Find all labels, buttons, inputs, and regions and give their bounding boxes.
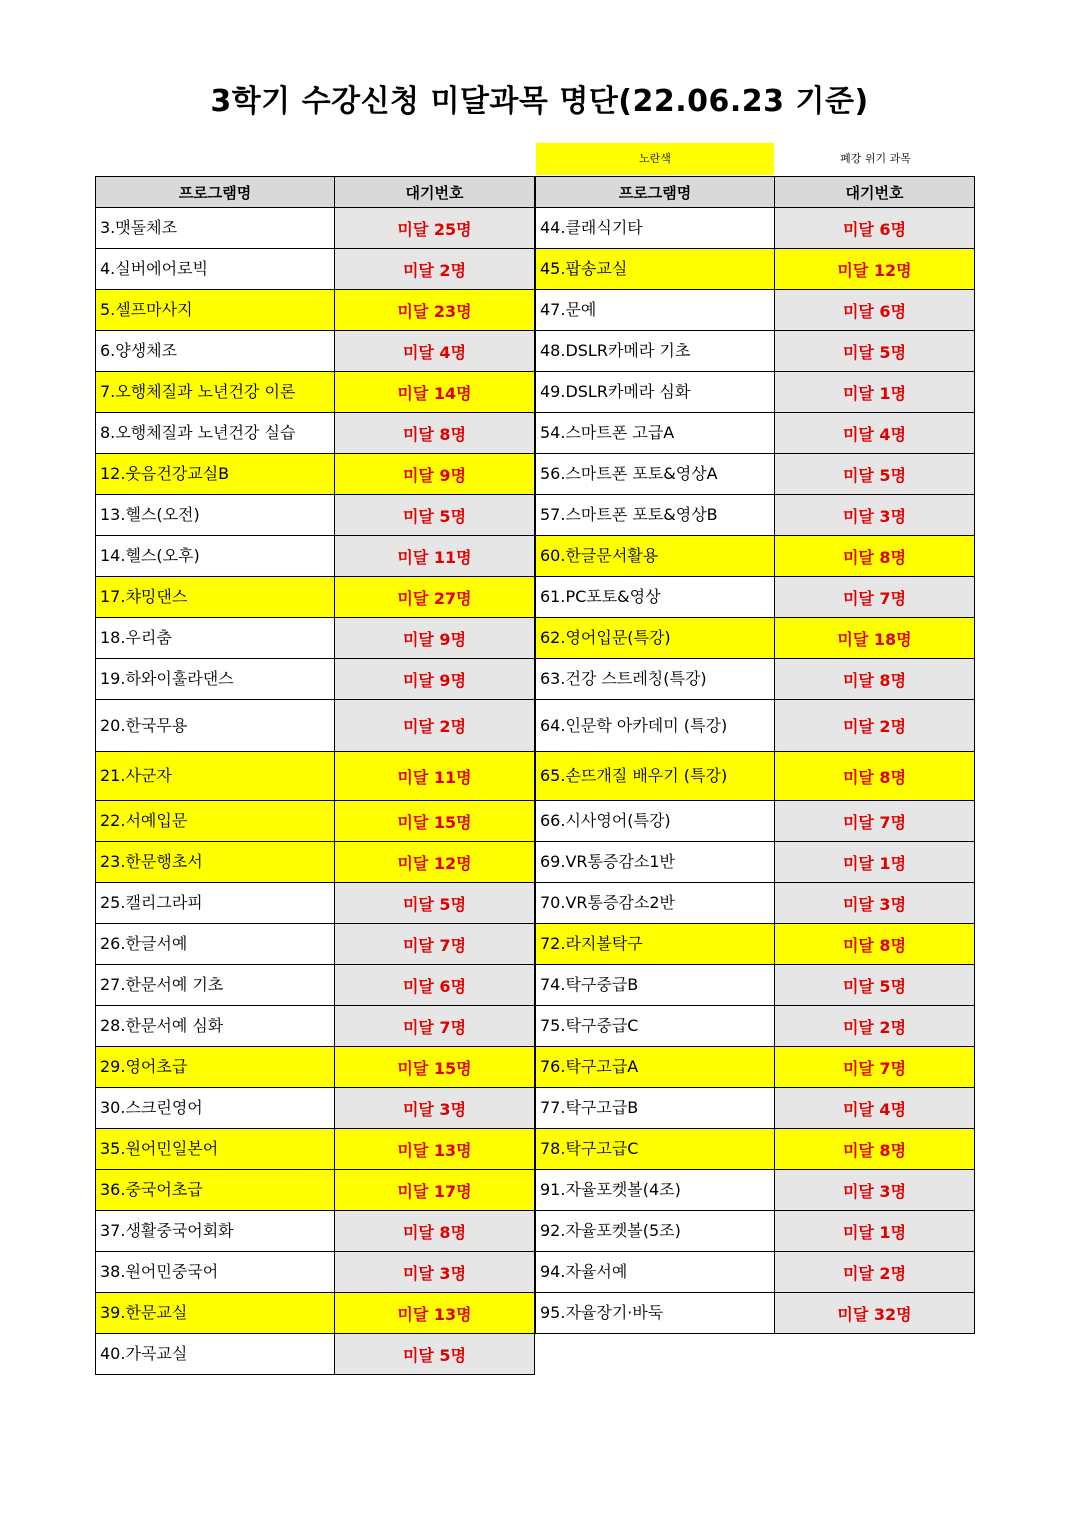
wait-count: 미달 3명 <box>335 1252 535 1293</box>
program-name: 57.스마트폰 포토&영상B <box>536 495 775 536</box>
program-name: 95.자율장기·바둑 <box>536 1293 775 1334</box>
table-row <box>536 1293 975 1334</box>
program-name: 12.웃음건강교실B <box>96 454 335 495</box>
wait-count: 미달 9명 <box>335 618 535 659</box>
program-name: 74.탁구중급B <box>536 965 775 1006</box>
wait-count: 미달 23명 <box>335 290 535 331</box>
program-column-header: 프로그램명 <box>96 177 335 208</box>
program-name: 8.오행체질과 노년건강 실습 <box>96 413 335 454</box>
table-row <box>96 752 535 801</box>
wait-count: 미달 8명 <box>335 413 535 454</box>
program-name: 38.원어민중국어 <box>96 1252 335 1293</box>
table-row <box>96 413 535 454</box>
program-name: 18.우리춤 <box>96 618 335 659</box>
table-row <box>536 618 975 659</box>
table-row <box>96 1293 535 1334</box>
program-name: 17.챠밍댄스 <box>96 577 335 618</box>
program-name: 77.탁구고급B <box>536 1088 775 1129</box>
program-name: 64.인문학 아카데미 (특강) <box>536 700 775 752</box>
wait-count: 미달 13명 <box>335 1293 535 1334</box>
table-row <box>96 1088 535 1129</box>
wait-count: 미달 2명 <box>335 700 535 752</box>
wait-count: 미달 13명 <box>335 1129 535 1170</box>
wait-count: 미달 5명 <box>775 965 975 1006</box>
table-row <box>536 1088 975 1129</box>
legend-meaning: 폐강 위기 과목 <box>840 152 911 165</box>
table-row <box>96 1334 535 1375</box>
wait-count: 미달 5명 <box>335 495 535 536</box>
wait-count: 미달 3명 <box>335 1088 535 1129</box>
wait-count: 미달 7명 <box>775 801 975 842</box>
table-row <box>96 1211 535 1252</box>
wait-count: 미달 25명 <box>335 208 535 249</box>
wait-count: 미달 7명 <box>775 577 975 618</box>
table-row <box>536 883 975 924</box>
program-name: 60.한글문서활용 <box>536 536 775 577</box>
wait-count: 미달 2명 <box>775 700 975 752</box>
wait-count: 미달 6명 <box>335 965 535 1006</box>
wait-count: 미달 18명 <box>775 618 975 659</box>
program-name: 36.중국어초급 <box>96 1170 335 1211</box>
program-name: 92.자율포켓볼(5조) <box>536 1211 775 1252</box>
table-row <box>96 801 535 842</box>
wait-count: 미달 7명 <box>335 924 535 965</box>
program-name: 23.한문행초서 <box>96 842 335 883</box>
table-row <box>536 454 975 495</box>
program-name: 75.탁구중급C <box>536 1006 775 1047</box>
program-name: 45.팝송교실 <box>536 249 775 290</box>
wait-count: 미달 2명 <box>335 249 535 290</box>
wait-count: 미달 15명 <box>335 801 535 842</box>
table-row <box>536 1252 975 1293</box>
table-row <box>536 536 975 577</box>
program-name: 91.자율포켓볼(4조) <box>536 1170 775 1211</box>
wait-count: 미달 2명 <box>775 1252 975 1293</box>
table-row <box>96 331 535 372</box>
table-row <box>536 1211 975 1252</box>
table-row <box>96 577 535 618</box>
program-name: 54.스마트폰 고급A <box>536 413 775 454</box>
table-row <box>536 965 975 1006</box>
table-row <box>96 842 535 883</box>
table-row <box>536 1006 975 1047</box>
wait-count: 미달 7명 <box>775 1047 975 1088</box>
program-name: 20.한국무용 <box>96 700 335 752</box>
table-row <box>536 331 975 372</box>
wait-count: 미달 5명 <box>775 331 975 372</box>
table-row <box>96 659 535 700</box>
wait-count: 미달 11명 <box>335 536 535 577</box>
program-name: 19.하와이훌라댄스 <box>96 659 335 700</box>
wait-count: 미달 27명 <box>335 577 535 618</box>
wait-count: 미달 1명 <box>775 1211 975 1252</box>
wait-count: 미달 5명 <box>775 454 975 495</box>
program-name: 78.탁구고급C <box>536 1129 775 1170</box>
table-row <box>96 700 535 752</box>
table-row <box>96 1047 535 1088</box>
program-name: 61.PC포토&영상 <box>536 577 775 618</box>
wait-count: 미달 8명 <box>775 1129 975 1170</box>
wait-count: 미달 9명 <box>335 659 535 700</box>
table-row <box>96 372 535 413</box>
program-name: 63.건강 스트레칭(특강) <box>536 659 775 700</box>
table-row <box>536 752 975 801</box>
table-row <box>96 290 535 331</box>
wait-count: 미달 15명 <box>335 1047 535 1088</box>
program-name: 5.셀프마사지 <box>96 290 335 331</box>
wait-count: 미달 4명 <box>335 331 535 372</box>
table-row <box>96 965 535 1006</box>
wait-count: 미달 8명 <box>775 752 975 801</box>
table-row <box>96 495 535 536</box>
program-name: 26.한글서예 <box>96 924 335 965</box>
program-name: 27.한문서예 기초 <box>96 965 335 1006</box>
program-name: 72.라지볼탁구 <box>536 924 775 965</box>
header-row <box>536 177 975 208</box>
program-column-header: 프로그램명 <box>536 177 775 208</box>
table-row <box>536 659 975 700</box>
wait-count: 미달 6명 <box>775 290 975 331</box>
program-name: 62.영어입문(특강) <box>536 618 775 659</box>
wait-column-header: 대기번호 <box>775 177 975 208</box>
wait-count: 미달 3명 <box>775 883 975 924</box>
table-row <box>96 924 535 965</box>
page-title: 3학기 수강신청 미달과목 명단(22.06.23 기준) <box>210 84 869 119</box>
program-name: 48.DSLR카메라 기초 <box>536 331 775 372</box>
table-row <box>536 700 975 752</box>
program-name: 30.스크린영어 <box>96 1088 335 1129</box>
program-name: 70.VR통증감소2반 <box>536 883 775 924</box>
table-row <box>536 577 975 618</box>
wait-column-header: 대기번호 <box>335 177 535 208</box>
program-name: 29.영어초급 <box>96 1047 335 1088</box>
wait-count: 미달 14명 <box>335 372 535 413</box>
table-row <box>536 801 975 842</box>
table-row <box>536 249 975 290</box>
program-name: 37.생활중국어회화 <box>96 1211 335 1252</box>
right-table <box>535 176 975 1334</box>
table-row <box>96 454 535 495</box>
wait-count: 미달 8명 <box>775 536 975 577</box>
table-row <box>536 1047 975 1088</box>
wait-count: 미달 5명 <box>335 883 535 924</box>
wait-count: 미달 9명 <box>335 454 535 495</box>
wait-count: 미달 32명 <box>775 1293 975 1334</box>
wait-count: 미달 4명 <box>775 413 975 454</box>
left-table <box>95 176 535 1375</box>
program-name: 28.한문서예 심화 <box>96 1006 335 1047</box>
wait-count: 미달 3명 <box>775 495 975 536</box>
table-row <box>536 413 975 454</box>
program-name: 22.서예입문 <box>96 801 335 842</box>
table-row <box>536 495 975 536</box>
program-name: 14.헬스(오후) <box>96 536 335 577</box>
table-row <box>96 1170 535 1211</box>
program-name: 25.캘리그라피 <box>96 883 335 924</box>
wait-count: 미달 4명 <box>775 1088 975 1129</box>
wait-count: 미달 6명 <box>775 208 975 249</box>
wait-count: 미달 5명 <box>335 1334 535 1375</box>
program-name: 4.실버에어로빅 <box>96 249 335 290</box>
legend-swatch: 노란색 <box>536 143 774 175</box>
wait-count: 미달 8명 <box>335 1211 535 1252</box>
table-row <box>536 1129 975 1170</box>
program-name: 3.맷돌체조 <box>96 208 335 249</box>
table-row <box>536 208 975 249</box>
wait-count: 미달 8명 <box>775 659 975 700</box>
table-row <box>96 249 535 290</box>
program-name: 39.한문교실 <box>96 1293 335 1334</box>
table-row <box>96 883 535 924</box>
program-name: 6.양생체조 <box>96 331 335 372</box>
program-name: 66.시사영어(특강) <box>536 801 775 842</box>
wait-count: 미달 17명 <box>335 1170 535 1211</box>
header-row <box>96 177 535 208</box>
wait-count: 미달 12명 <box>775 249 975 290</box>
program-name: 21.사군자 <box>96 752 335 801</box>
program-name: 7.오행체질과 노년건강 이론 <box>96 372 335 413</box>
table-row <box>536 924 975 965</box>
program-name: 13.헬스(오전) <box>96 495 335 536</box>
wait-count: 미달 1명 <box>775 372 975 413</box>
program-name: 49.DSLR카메라 심화 <box>536 372 775 413</box>
program-name: 69.VR통증감소1반 <box>536 842 775 883</box>
program-name: 94.자율서예 <box>536 1252 775 1293</box>
table-row <box>96 1006 535 1047</box>
table-row <box>96 1252 535 1293</box>
program-name: 44.클래식기타 <box>536 208 775 249</box>
program-name: 56.스마트폰 포토&영상A <box>536 454 775 495</box>
table-row <box>96 536 535 577</box>
table-row <box>536 842 975 883</box>
wait-count: 미달 1명 <box>775 842 975 883</box>
wait-count: 미달 3명 <box>775 1170 975 1211</box>
wait-count: 미달 11명 <box>335 752 535 801</box>
program-name: 40.가곡교실 <box>96 1334 335 1375</box>
table-row <box>536 372 975 413</box>
table-row <box>96 208 535 249</box>
program-name: 35.원어민일본어 <box>96 1129 335 1170</box>
wait-count: 미달 7명 <box>335 1006 535 1047</box>
program-name: 76.탁구고급A <box>536 1047 775 1088</box>
table-row <box>536 290 975 331</box>
wait-count: 미달 8명 <box>775 924 975 965</box>
program-name: 65.손뜨개질 배우기 (특강) <box>536 752 775 801</box>
wait-count: 미달 2명 <box>775 1006 975 1047</box>
wait-count: 미달 12명 <box>335 842 535 883</box>
table-row <box>96 618 535 659</box>
table-row <box>536 1170 975 1211</box>
program-name: 47.문예 <box>536 290 775 331</box>
table-row <box>96 1129 535 1170</box>
